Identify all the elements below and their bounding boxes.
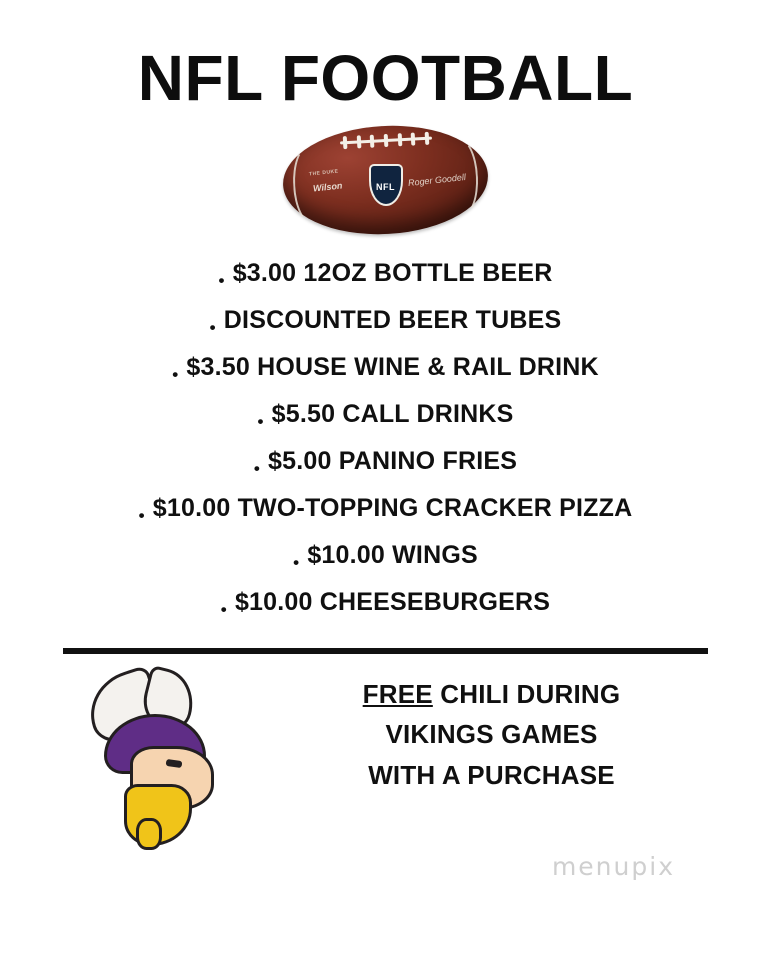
list-item <box>26 438 745 485</box>
list-item <box>26 485 745 532</box>
nfl-shield-icon: NFL <box>369 164 403 206</box>
special-text: $3.00 12OZ BOTTLE BEER <box>232 259 553 287</box>
bottom-section <box>26 654 745 843</box>
page-title: NFL FOOTBALL <box>137 42 634 114</box>
bullet-icon: • <box>257 412 264 431</box>
specials-list <box>26 250 745 626</box>
bullet-icon: • <box>209 318 216 337</box>
football-brand-text: Wilson <box>312 180 343 194</box>
promo-block <box>268 668 745 795</box>
promo-free-emphasis: FREE <box>362 679 433 709</box>
bullet-icon: • <box>218 271 225 290</box>
promo-line-2: VIKINGS GAMES <box>385 719 598 750</box>
football-brand-top-text: THE DUKE <box>308 168 339 178</box>
football-signature-text: Roger Goodell <box>407 171 467 189</box>
bullet-icon: • <box>220 600 227 619</box>
promo-line-1 <box>268 674 715 714</box>
list-item <box>26 344 745 391</box>
special-text: DISCOUNTED BEER TUBES <box>223 306 562 334</box>
list-item <box>26 532 745 579</box>
promo-line-1-rest: CHILI DURING <box>432 679 621 709</box>
special-text: $10.00 CHEESEBURGERS <box>234 588 551 616</box>
promo-line-3: WITH A PURCHASE <box>368 759 615 790</box>
special-text: $5.00 PANINO FRIES <box>268 447 518 475</box>
viking-braid-shape <box>136 818 162 850</box>
list-item <box>26 579 745 626</box>
special-text: $10.00 WINGS <box>307 541 478 569</box>
list-item <box>26 391 745 438</box>
nfl-football-image <box>283 126 488 234</box>
vikings-logo-icon <box>78 668 268 843</box>
bullet-icon: • <box>253 459 261 478</box>
list-item <box>26 250 745 297</box>
watermark: menupix <box>551 852 675 881</box>
special-text: $5.50 CALL DRINKS <box>271 400 514 428</box>
special-text: $3.50 HOUSE WINE & RAIL DRINK <box>186 353 599 381</box>
bullet-icon: • <box>138 506 145 525</box>
list-item <box>26 297 745 344</box>
bullet-icon: • <box>293 553 300 572</box>
special-text: $10.00 TWO-TOPPING CRACKER PIZZA <box>152 494 633 522</box>
bullet-icon: • <box>172 365 179 384</box>
